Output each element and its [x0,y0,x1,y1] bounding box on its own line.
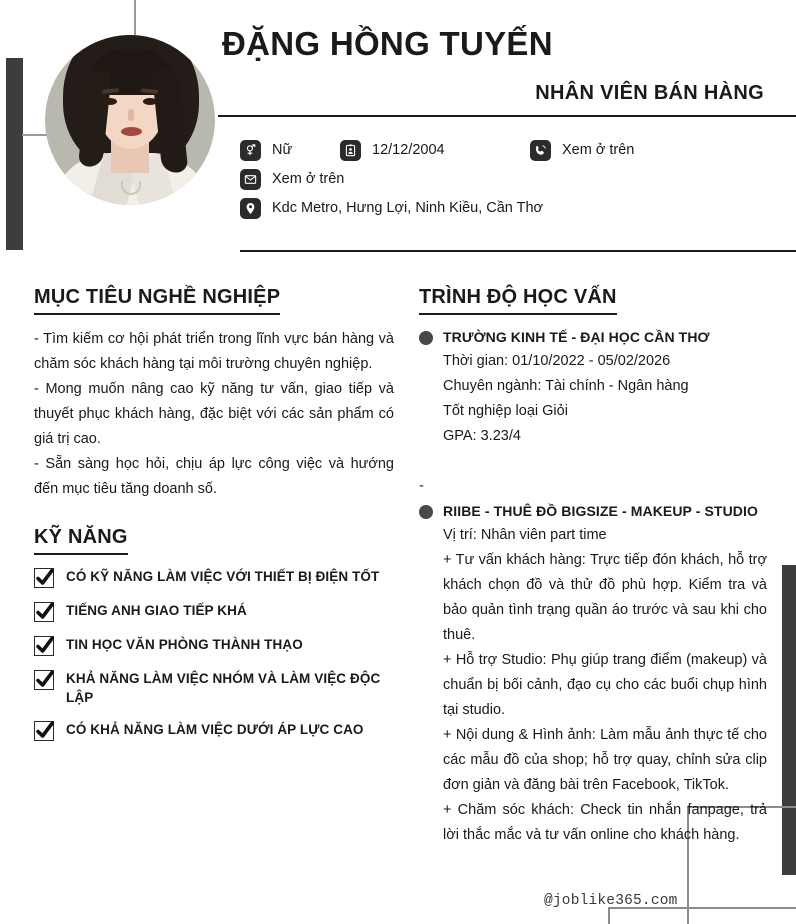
checkmark-icon [34,636,54,656]
envelope-icon [240,169,261,190]
skills-title: KỸ NĂNG [34,526,128,555]
education-title: TRÌNH ĐỘ HỌC VẤN [419,286,617,315]
skill-item [34,669,394,707]
skill-item [34,720,394,741]
bullet-icon [419,331,433,345]
checkmark-icon [34,568,54,588]
decorative-line-top [134,0,136,36]
contact-dob [340,140,530,161]
section-objective [34,286,394,502]
objective-title: MỤC TIÊU NGHỀ NGHIỆP [34,286,280,315]
objective-paragraph: - Mong muốn nâng cao kỹ năng tư vấn, giao tiếp và thuyết phục khách hàng, đặc biệt với các sản phẩm có giá trị cao. [34,381,394,447]
contact-gender-value: Nữ [272,142,293,159]
bullet-icon [419,505,433,519]
section-separator-dash: - [419,478,424,494]
contact-email [240,169,344,190]
skill-item [34,567,394,588]
education-time: Thời gian: 01/10/2022 - 05/02/2026 [443,353,671,369]
profile-photo [45,35,215,205]
section-experience [419,501,767,848]
experience-duty: + Nội dung & Hình ảnh: Làm mẫu ảnh thực tế cho các mẫu đồ của shop; hỗ trợ quay, chỉnh sửa clip đơn giản và đăng bài trên Facebook, TikTok. [443,727,767,793]
skill-label: KHẢ NĂNG LÀM VIỆC NHÓM VÀ LÀM VIỆC ĐỘC LẬP [66,671,381,705]
contact-address-value: Kdc Metro, Hưng Lợi, Ninh Kiều, Cần Thơ [272,200,544,217]
gender-icon [240,140,261,161]
skill-label: CÓ KỸ NĂNG LÀM VIỆC VỚI THIẾT BỊ ĐIỆN TỐT [66,569,380,584]
contact-info [240,140,796,227]
phone-icon [530,140,551,161]
header-divider-bottom [240,250,796,252]
education-grade: Tốt nghiệp loại Giỏi [443,403,568,419]
skill-label: CÓ KHẢ NĂNG LÀM VIỆC DƯỚI ÁP LỰC CAO [66,722,364,737]
skill-label: TIẾNG ANH GIAO TIẾP KHÁ [66,603,247,618]
skill-item [34,635,394,656]
education-major: Chuyên ngành: Tài chính - Ngân hàng [443,378,689,394]
section-skills [34,526,394,741]
contact-row-email [240,169,796,190]
skill-label: TIN HỌC VĂN PHÒNG THÀNH THẠO [66,637,303,652]
header-divider-top [218,115,796,117]
location-pin-icon [240,198,261,219]
checkmark-icon [34,721,54,741]
decorative-bar-left [6,58,23,250]
calendar-id-icon [340,140,361,161]
checkmark-icon [34,602,54,622]
contact-address [240,198,543,219]
contact-row-address [240,198,796,219]
contact-dob-value: 12/12/2004 [372,142,445,159]
decorative-line-footer-vertical [608,907,610,924]
contact-phone-value: Xem ở trên [562,142,635,159]
education-school: TRƯỜNG KINH TẾ - ĐẠI HỌC CẦN THƠ [443,329,710,345]
contact-gender [240,140,340,161]
experience-duty: + Hỗ trợ Studio: Phụ giúp trang điểm (makeup) và chuẩn bị bối cảnh, đạo cụ cho các buổi chụp hình tại studio. [443,652,767,718]
checkmark-icon [34,670,54,690]
section-education [419,286,767,449]
education-gpa: GPA: 3.23/4 [443,428,521,444]
experience-duty: + Chăm sóc khách: Check tin nhắn fanpage, trả lời thắc mắc và tư vấn online cho khách hàng. [443,802,767,843]
right-column [419,286,767,852]
experience-position: Vị trí: Nhân viên part time [443,527,607,543]
objective-paragraph: - Sẵn sàng học hỏi, chịu áp lực công việc và hướng đến mục tiêu tăng doanh số. [34,456,394,497]
experience-company: RIIBE - THUÊ ĐỒ BIGSIZE - MAKEUP - STUDIO [443,503,758,519]
experience-entry [419,501,767,848]
education-entry [419,327,767,449]
objective-paragraph: - Tìm kiếm cơ hội phát triển trong lĩnh vực bán hàng và chăm sóc khách hàng tại môi trường chuyên nghiệp. [34,331,394,372]
candidate-name: ĐẶNG HỒNG TUYẾN [222,25,553,62]
decorative-bar-right [782,565,796,875]
skill-item [34,601,394,622]
objective-body [34,327,394,502]
contact-row-primary [240,140,796,161]
left-column [34,286,394,754]
contact-email-value: Xem ở trên [272,171,345,188]
candidate-job-title: NHÂN VIÊN BÁN HÀNG [535,82,764,104]
contact-phone [530,140,634,161]
footer-watermark: @joblike365.com [544,893,678,909]
experience-duty: + Tư vấn khách hàng: Trực tiếp đón khách, hỗ trợ khách chọn đồ và thử đồ phù hợp. Kiểm tra và bảo quản tình trạng quần áo trước và sau khi cho thuê. [443,552,767,643]
